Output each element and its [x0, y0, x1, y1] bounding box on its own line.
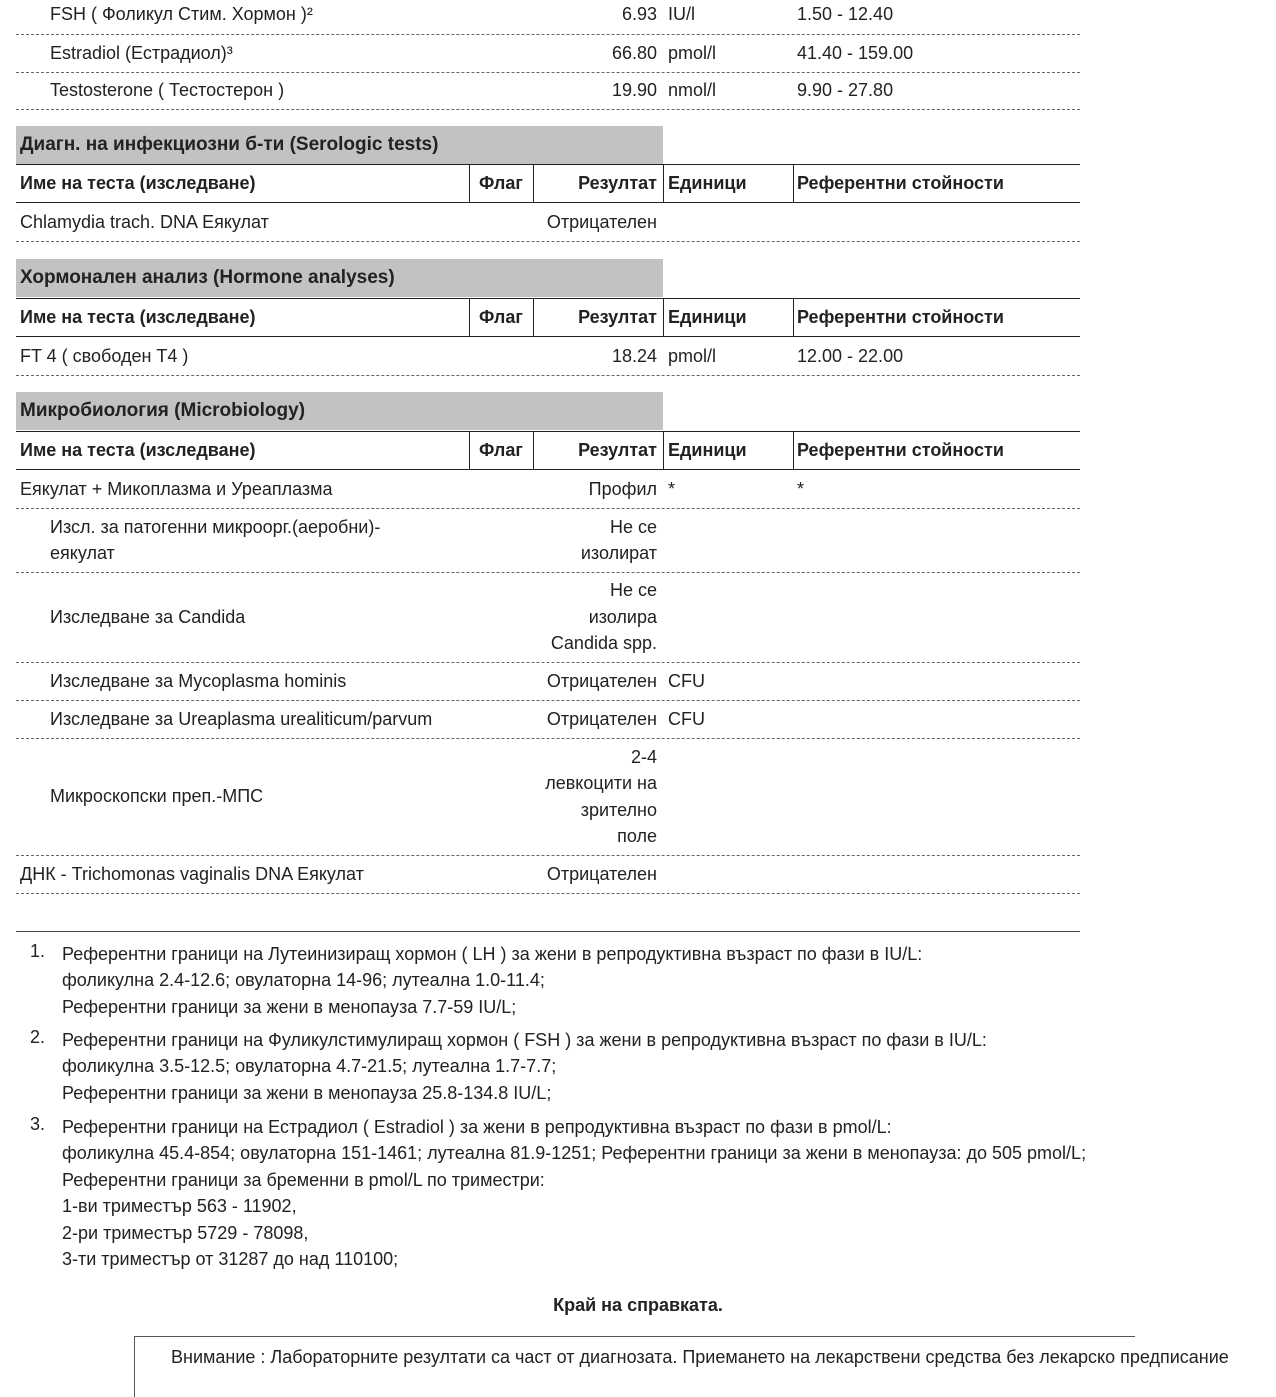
test-name: Еякулат + Микоплазма и Уреаплазма	[20, 478, 333, 499]
section-title: Хормонален анализ (Hormone analyses)	[16, 259, 663, 297]
test-result: Отрицателен	[546, 863, 657, 884]
test-units: pmol/l	[668, 345, 717, 366]
test-name: Estradiol (Естрадиол)³	[50, 42, 233, 63]
test-result: 18.24	[611, 345, 657, 366]
footnote-number: 2.	[30, 1027, 46, 1047]
test-units: nmol/l	[668, 80, 717, 100]
test-result: 6.93	[621, 4, 657, 24]
col-header-reference: Референтни стойности	[797, 173, 1004, 193]
table-row	[16, 855, 1080, 894]
col-header-reference: Референтни стойности	[797, 440, 1004, 460]
section-title: Микробиология (Microbiology)	[16, 392, 663, 430]
test-reference: 9.90 - 27.80	[797, 80, 894, 100]
table-row	[16, 0, 1080, 35]
table-row	[16, 662, 1080, 701]
test-result: 2-4 левкоцити на зрително поле	[545, 746, 657, 846]
table-row	[16, 34, 1080, 73]
test-name: ДНК - Trichomonas vaginalis DNA Еякулат	[20, 863, 364, 884]
table-row	[16, 700, 1080, 739]
section-title: Диагн. на инфекциозни б-ти (Serologic tests)	[16, 126, 663, 164]
test-name: Изследване за Mycoplasma hominis	[50, 670, 347, 691]
warning-text: Внимание : Лабораторните резултати са част от диагнозата. Приемането на лекарствени средства без лекарско предписание	[171, 1347, 1229, 1367]
table-row	[16, 738, 1080, 856]
test-units: IU/l	[668, 4, 695, 24]
col-header-units: Единици	[668, 173, 747, 193]
test-reference: 1.50 - 12.40	[797, 4, 894, 24]
test-result: 19.90	[611, 80, 657, 100]
footnote-text: Референтни граници на Лутеинизиращ хормон ( LH ) за жени в репродуктивна възраст по фази в IU/L: фоликулна 2.4-12.6; овулаторна 14-96; лутеална 1.0-11.4; Референтни граници за жени в менопауза 7.7-59 IU/L;	[62, 944, 923, 1017]
test-result: Профил	[588, 478, 657, 499]
col-header-flag: Флаг	[479, 307, 523, 327]
footnotes	[16, 931, 1087, 1270]
table-row	[16, 72, 1080, 110]
test-result: Отрицателен	[546, 670, 657, 691]
col-header-flag: Флаг	[479, 173, 523, 193]
col-header-reference: Референтни стойности	[797, 307, 1004, 327]
col-header-result: Резултат	[578, 307, 657, 327]
col-header-name: Име на теста (изследване)	[20, 173, 256, 193]
test-name: Микроскопски преп.-МПС	[50, 786, 264, 806]
test-units: CFU	[668, 670, 705, 691]
table-row	[16, 508, 1080, 573]
test-reference: 12.00 - 22.00	[797, 345, 904, 366]
table-header	[16, 431, 1080, 470]
col-header-flag: Флаг	[479, 440, 523, 460]
test-name: FSH ( Фоликул Стим. Хормон )²	[50, 4, 313, 24]
test-units: pmol/l	[668, 42, 717, 63]
test-reference: 41.40 - 159.00	[797, 42, 914, 63]
test-result: Не се изолират	[580, 516, 657, 563]
table-row	[16, 203, 1080, 242]
table-header	[16, 298, 1080, 337]
table-row	[16, 337, 1080, 376]
test-units: *	[668, 478, 676, 499]
test-result: Отрицателен	[546, 708, 657, 729]
table-row	[16, 470, 1080, 509]
col-header-name: Име на теста (изследване)	[20, 440, 256, 460]
col-header-result: Резултат	[578, 440, 657, 460]
footnote-text: Референтни граници на Естрадиол ( Estradiol ) за жени в репродуктивна възраст по фази в pmol/L: фоликулна 45.4-854; овулаторна 151-1461; лутеална 81.9-1251; Референтни граници за жени в менопауза: до 505 pmol/L; Референтни граници за бременни в pmol/L по триместри: 1-ви триместър 563 - 11902, 2-ри триместър 5729 - 78098, 3-ти триместър от 31287 до над 110100;	[62, 1117, 1087, 1270]
test-name: Изследване за Ureaplasma urealiticum/parvum	[50, 708, 433, 729]
warning-box	[134, 1336, 1229, 1397]
test-name: Изсл. за патогенни микроорг.(аеробни)- еякулат	[50, 516, 381, 563]
col-header-units: Единици	[668, 307, 747, 327]
col-header-name: Име на теста (изследване)	[20, 307, 256, 327]
table-header	[16, 164, 1080, 203]
end-of-report: Край на справката.	[553, 1295, 723, 1315]
test-result: Отрицателен	[546, 211, 657, 232]
test-result: Не се изолира Candida spp.	[550, 580, 657, 654]
table-row	[16, 572, 1080, 663]
col-header-result: Резултат	[578, 173, 657, 193]
test-name: Testosterone ( Тестостерон )	[50, 80, 285, 100]
test-name: Изследване за Candida	[50, 606, 246, 627]
test-name: Chlamydia trach. DNA Еякулат	[20, 211, 269, 232]
test-result: 66.80	[611, 42, 657, 63]
test-units: CFU	[668, 708, 705, 729]
col-header-units: Единици	[668, 440, 747, 460]
test-reference: *	[797, 478, 805, 499]
footnote-number: 3.	[30, 1114, 46, 1134]
footnote-number: 1.	[30, 941, 46, 961]
test-name: FT 4 ( свободен Т4 )	[20, 345, 189, 366]
footnote-text: Референтни граници на Фуликулстимулиращ хормон ( FSH ) за жени в репродуктивна възраст по фази в IU/L: фоликулна 3.5-12.5; овулаторна 4.7-21.5; лутеална 1.7-7.7; Референтни граници за жени в менопауза 25.8-134.8 IU/L;	[62, 1030, 987, 1103]
